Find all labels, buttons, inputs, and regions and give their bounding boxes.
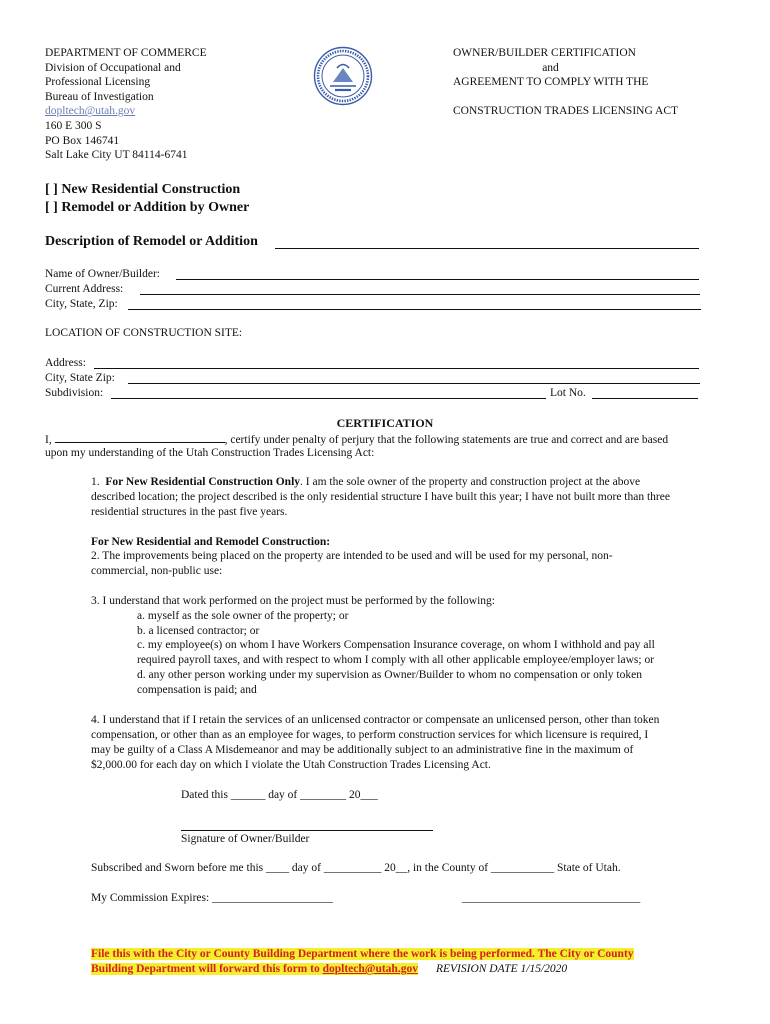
item3-a: a. myself as the sole owner of the property; or — [137, 610, 349, 622]
item3-d2: compensation is paid; and — [137, 684, 257, 696]
filing-notice-line1: File this with the City or County Building Department where the work is being performed. The City or County — [91, 948, 634, 960]
item2-line1: 2. The improvements being placed on the property are intended to be used and will be used for my personal, non- — [91, 550, 613, 562]
signature-field[interactable] — [181, 830, 433, 831]
form-title-line: OWNER/BUILDER CERTIFICATION — [453, 47, 636, 59]
dept-line: Professional Licensing — [45, 76, 151, 89]
certification-title: CERTIFICATION — [336, 416, 434, 430]
item3-d1: d. any other person working under my supervision as Owner/Builder to whom no compensation or only token — [137, 669, 642, 681]
item2-line2: commercial, non-public use: — [91, 565, 223, 577]
address-line: PO Box 146741 — [45, 134, 120, 147]
lot-no-label: Lot No. — [550, 387, 586, 399]
filing-notice-prefix: Building Department will forward this form to — [91, 963, 323, 975]
commission-line[interactable]: My Commission Expires: _____________________ — [91, 892, 333, 904]
lot-no-field[interactable] — [592, 398, 698, 399]
cert-intro-line2: upon my understanding of the Utah Construction Trades Licensing Act: — [45, 447, 375, 459]
form-title-line: CONSTRUCTION TRADES LICENSING ACT — [453, 105, 679, 118]
filing-notice — [91, 947, 634, 977]
site-city-field[interactable] — [128, 383, 700, 384]
site-city-label: City, State Zip: — [45, 372, 115, 384]
filing-notice-line2 — [91, 963, 418, 975]
checkbox-remodel[interactable]: [ ] Remodel or Addition by Owner — [45, 200, 250, 215]
description-label-row — [45, 234, 258, 250]
item1-line2: described location; the project described is the only residential structure I have built this year; I have not built more than three — [91, 491, 670, 503]
cert-intro-prefix: I, — [45, 434, 52, 446]
dept-line: DEPARTMENT OF COMMERCE — [45, 47, 207, 59]
item1-number: 1. — [91, 476, 100, 488]
checkbox-new-residential[interactable]: [ ] New Residential Construction — [45, 182, 241, 197]
item1-line1 — [91, 475, 640, 490]
item4-line3: may be guilty of a Class A Misdemeanor and may be additionally subject to an administrative fine in the maximum of — [91, 744, 634, 756]
item1-heading: For New Residential Construction Only — [105, 476, 301, 488]
utah-state-seal — [313, 46, 373, 106]
address-line: Salt Lake City UT 84114-6741 — [45, 149, 188, 162]
both-heading: For New Residential and Remodel Construction: — [91, 536, 331, 548]
signature-label: Signature of Owner/Builder — [181, 833, 310, 845]
notary-signature-field[interactable]: _______________________________ — [462, 892, 641, 904]
item4-line2: compensation, or other than as an employee for wages, to perform construction services for which licensure is required, I — [91, 729, 649, 741]
email-link[interactable]: dopltech@utah.gov — [45, 105, 136, 118]
item3-c2: required payroll taxes, and with respect to whom I comply with all other applicable employee/employer laws; or — [137, 654, 655, 666]
location-heading: LOCATION OF CONSTRUCTION SITE: — [45, 327, 243, 339]
dated-this-line[interactable]: Dated this ______ day of ________ 20___ — [181, 789, 378, 801]
site-address-label: Address: — [45, 357, 86, 369]
form-title-and: and — [542, 61, 559, 74]
item4-line4: $2,000.00 for each day on which I violate the Utah Construction Trades Licensing Act. — [91, 759, 491, 771]
owner-city-field[interactable] — [128, 309, 701, 310]
form-title-line: AGREEMENT TO COMPLY WITH THE — [453, 76, 649, 89]
item3-b: b. a licensed contractor; or — [137, 625, 260, 637]
current-address-field[interactable] — [140, 294, 700, 295]
address-line: 160 E 300 S — [45, 119, 102, 132]
owner-name-field[interactable] — [176, 279, 699, 280]
sworn-line[interactable]: Subscribed and Sworn before me this ____ day of __________ 20__, in the County of ___________ State of Utah. — [91, 862, 621, 874]
revision-date: REVISION DATE 1/15/2020 — [435, 963, 568, 975]
subdivision-field[interactable] — [111, 398, 546, 399]
footer-email-link[interactable]: dopltech@utah.gov — [322, 963, 418, 975]
item3-c1: c. my employee(s) on whom I have Workers Compensation Insurance coverage, on whom I withhold and pay all — [137, 639, 655, 651]
owner-name-label: Name of Owner/Builder: — [45, 268, 160, 280]
certifier-name-field[interactable] — [55, 431, 225, 443]
owner-city-label: City, State, Zip: — [45, 298, 118, 310]
item3-line1: 3. I understand that work performed on the project must be performed by the following: — [91, 595, 495, 607]
cert-intro-text: , certify under penalty of perjury that the following statements are true and correct and are based — [224, 434, 669, 446]
dept-line: Bureau of Investigation — [45, 90, 154, 103]
current-address-label: Current Address: — [45, 283, 124, 295]
site-address-field[interactable] — [94, 368, 699, 369]
form-title-block — [453, 46, 678, 119]
description-label: Description of Remodel or Addition — [45, 234, 258, 249]
agency-address-block — [45, 46, 207, 163]
dept-line: Division of Occupational and — [45, 61, 181, 74]
item1-text: . I am the sole owner of the property and construction project at the above — [300, 476, 641, 488]
item1-line3: residential structures in the past five years. — [91, 506, 288, 518]
item4-line1: 4. I understand that if I retain the services of an unlicensed contractor or compensate an unlicensed person, other than token — [91, 714, 660, 726]
subdivision-label: Subdivision: — [45, 387, 104, 399]
description-field[interactable] — [275, 248, 699, 249]
